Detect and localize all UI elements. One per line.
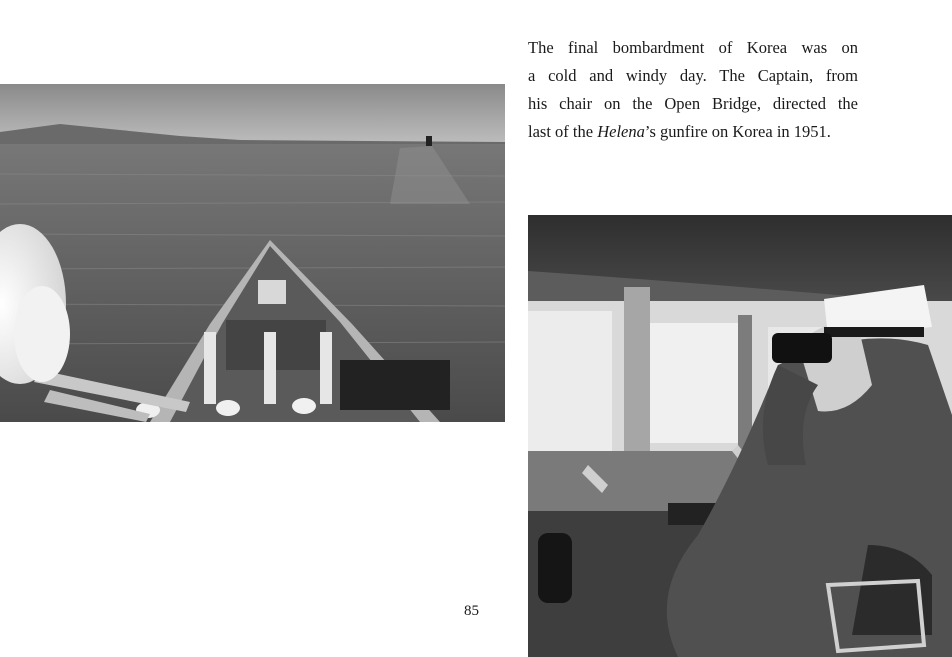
captain-illustration — [528, 215, 952, 657]
caption-text — [528, 34, 858, 146]
page-number: 85 — [464, 603, 479, 619]
caption-line-4 — [528, 118, 858, 146]
caption-line-2: a cold and windy day. The Captain, from — [528, 66, 858, 85]
caption-line-3: his chair on the Open Bridge, directed the — [528, 94, 858, 113]
battleship-illustration — [0, 84, 505, 422]
captain-bridge-photo — [528, 215, 952, 657]
ship-name: Helena — [597, 122, 645, 141]
caption-line-1: The final bombardment of Korea was on — [528, 38, 858, 57]
caption-line-4-end: ’s gunfire on Korea in 1951. — [644, 122, 831, 141]
caption-line-4-start: last of the — [528, 122, 598, 141]
battleship-bow-photo — [0, 84, 505, 422]
